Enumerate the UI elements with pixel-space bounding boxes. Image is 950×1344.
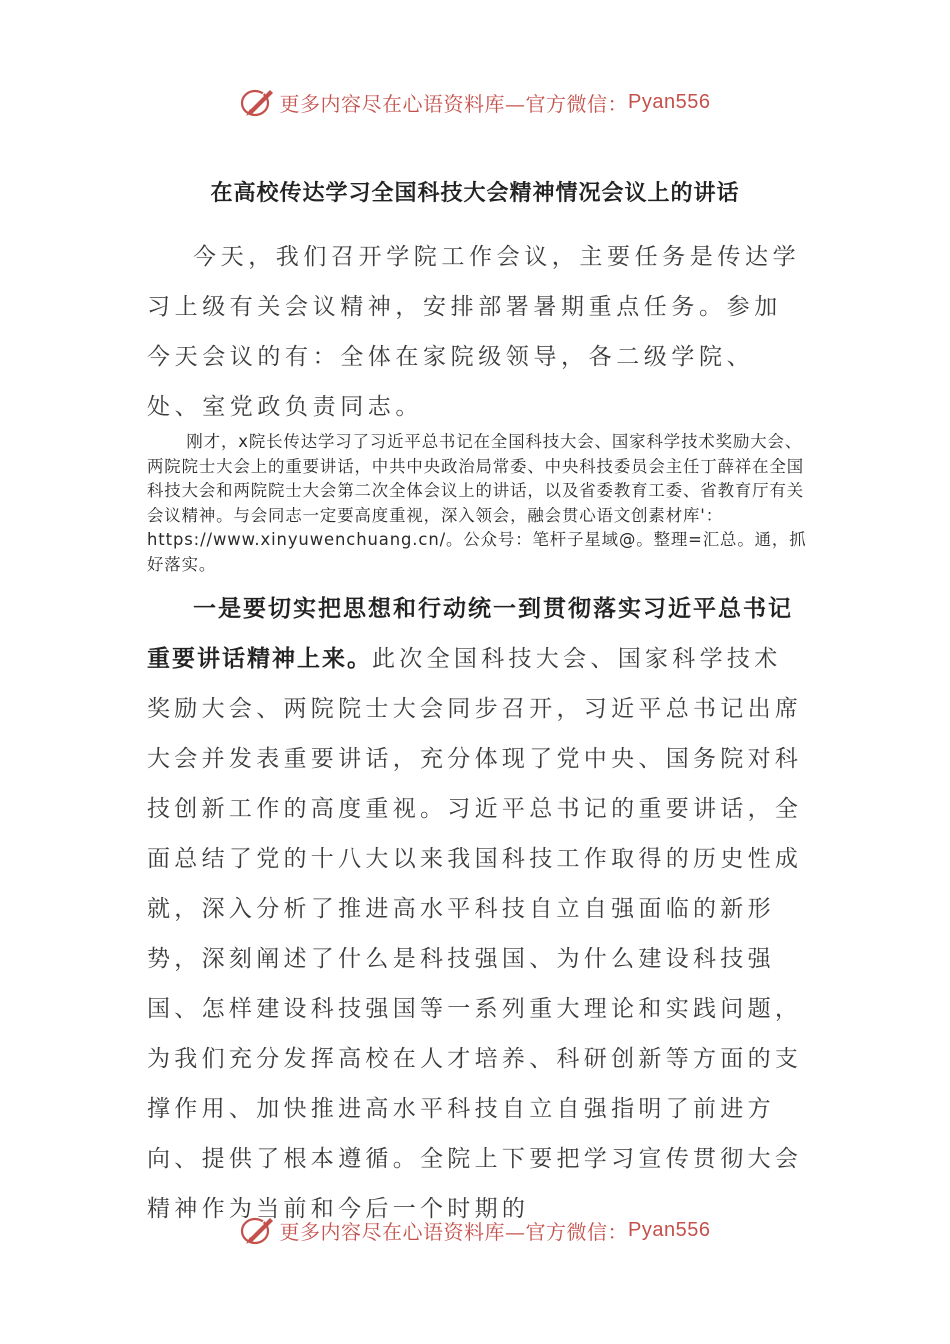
summary-paragraph: 刚才，x院长传达学习了习近平总书记在全国科技大会、国家科学技术奖励大会、两院院士大会上的重要讲话，中共中央政治局常委、中央科技委员会主任丁薛祥在全国科技大会和两院院士大会第二次全体会议上的讲话，以及省委教育工委、省教育厅有关会议精神。与会同志一定要高度重视，深入领会，融会贯心语文创素材库'：https://www.xinyuwenchuang.cn/。公众号：笔杆子星域@。整理=汇总。通，抓好落实。 (147, 432, 807, 574)
section-1-heading: 一是要切实把思想和行动统一到贯彻落实习近平总书记重要讲话精神上来。 (147, 596, 793, 672)
intro-paragraph: 今天，我们召开学院工作会议，主要任务是传达学习上级有关会议精神，安排部署暑期重点任务。参加今天会议的有：全体在家院级领导，各二级学院、处、室党政负责同志。 (147, 244, 801, 420)
banner-text: 更多内容尽在心语资料库—官方微信： (279, 91, 629, 116)
section-1-paragraph (147, 584, 807, 1234)
banner-text: 更多内容尽在心语资料库—官方微信： (279, 1219, 629, 1244)
quill-logo-icon (240, 85, 276, 119)
document-title: 在高校传达学习全国科技大会精神情况会议上的讲话 (210, 181, 740, 206)
section-1-body: 此次全国科技大会、国家科学技术奖励大会、两院院士大会同步召开，习近平总书记出席大会并发表重要讲话，充分体现了党中央、国务院对科技创新工作的高度重视。习近平总书记的重要讲话，全面总结了党的十八大以来我国科技工作取得的历史性成就，深入分析了推进高水平科技自立自强面临的新形势，深刻阐述了什么是科技强国、为什么建设科技强国、怎样建设科技强国等一系列重大理论和实践问题，为我们充分发挥高校在人才培养、科研创新等方面的支撑作用、加快推进高水平科技自立自强指明了前进方向、提供了根本遵循。全院上下要把学习宣传贯彻大会精神作为当前和今后一个时期的 (147, 646, 803, 1222)
banner-wechat-id: Pyan556 (628, 1218, 711, 1241)
quill-logo-icon (240, 1213, 276, 1247)
footer-banner (0, 1212, 950, 1248)
banner-wechat-id: Pyan556 (628, 90, 711, 113)
header-banner (0, 84, 950, 120)
